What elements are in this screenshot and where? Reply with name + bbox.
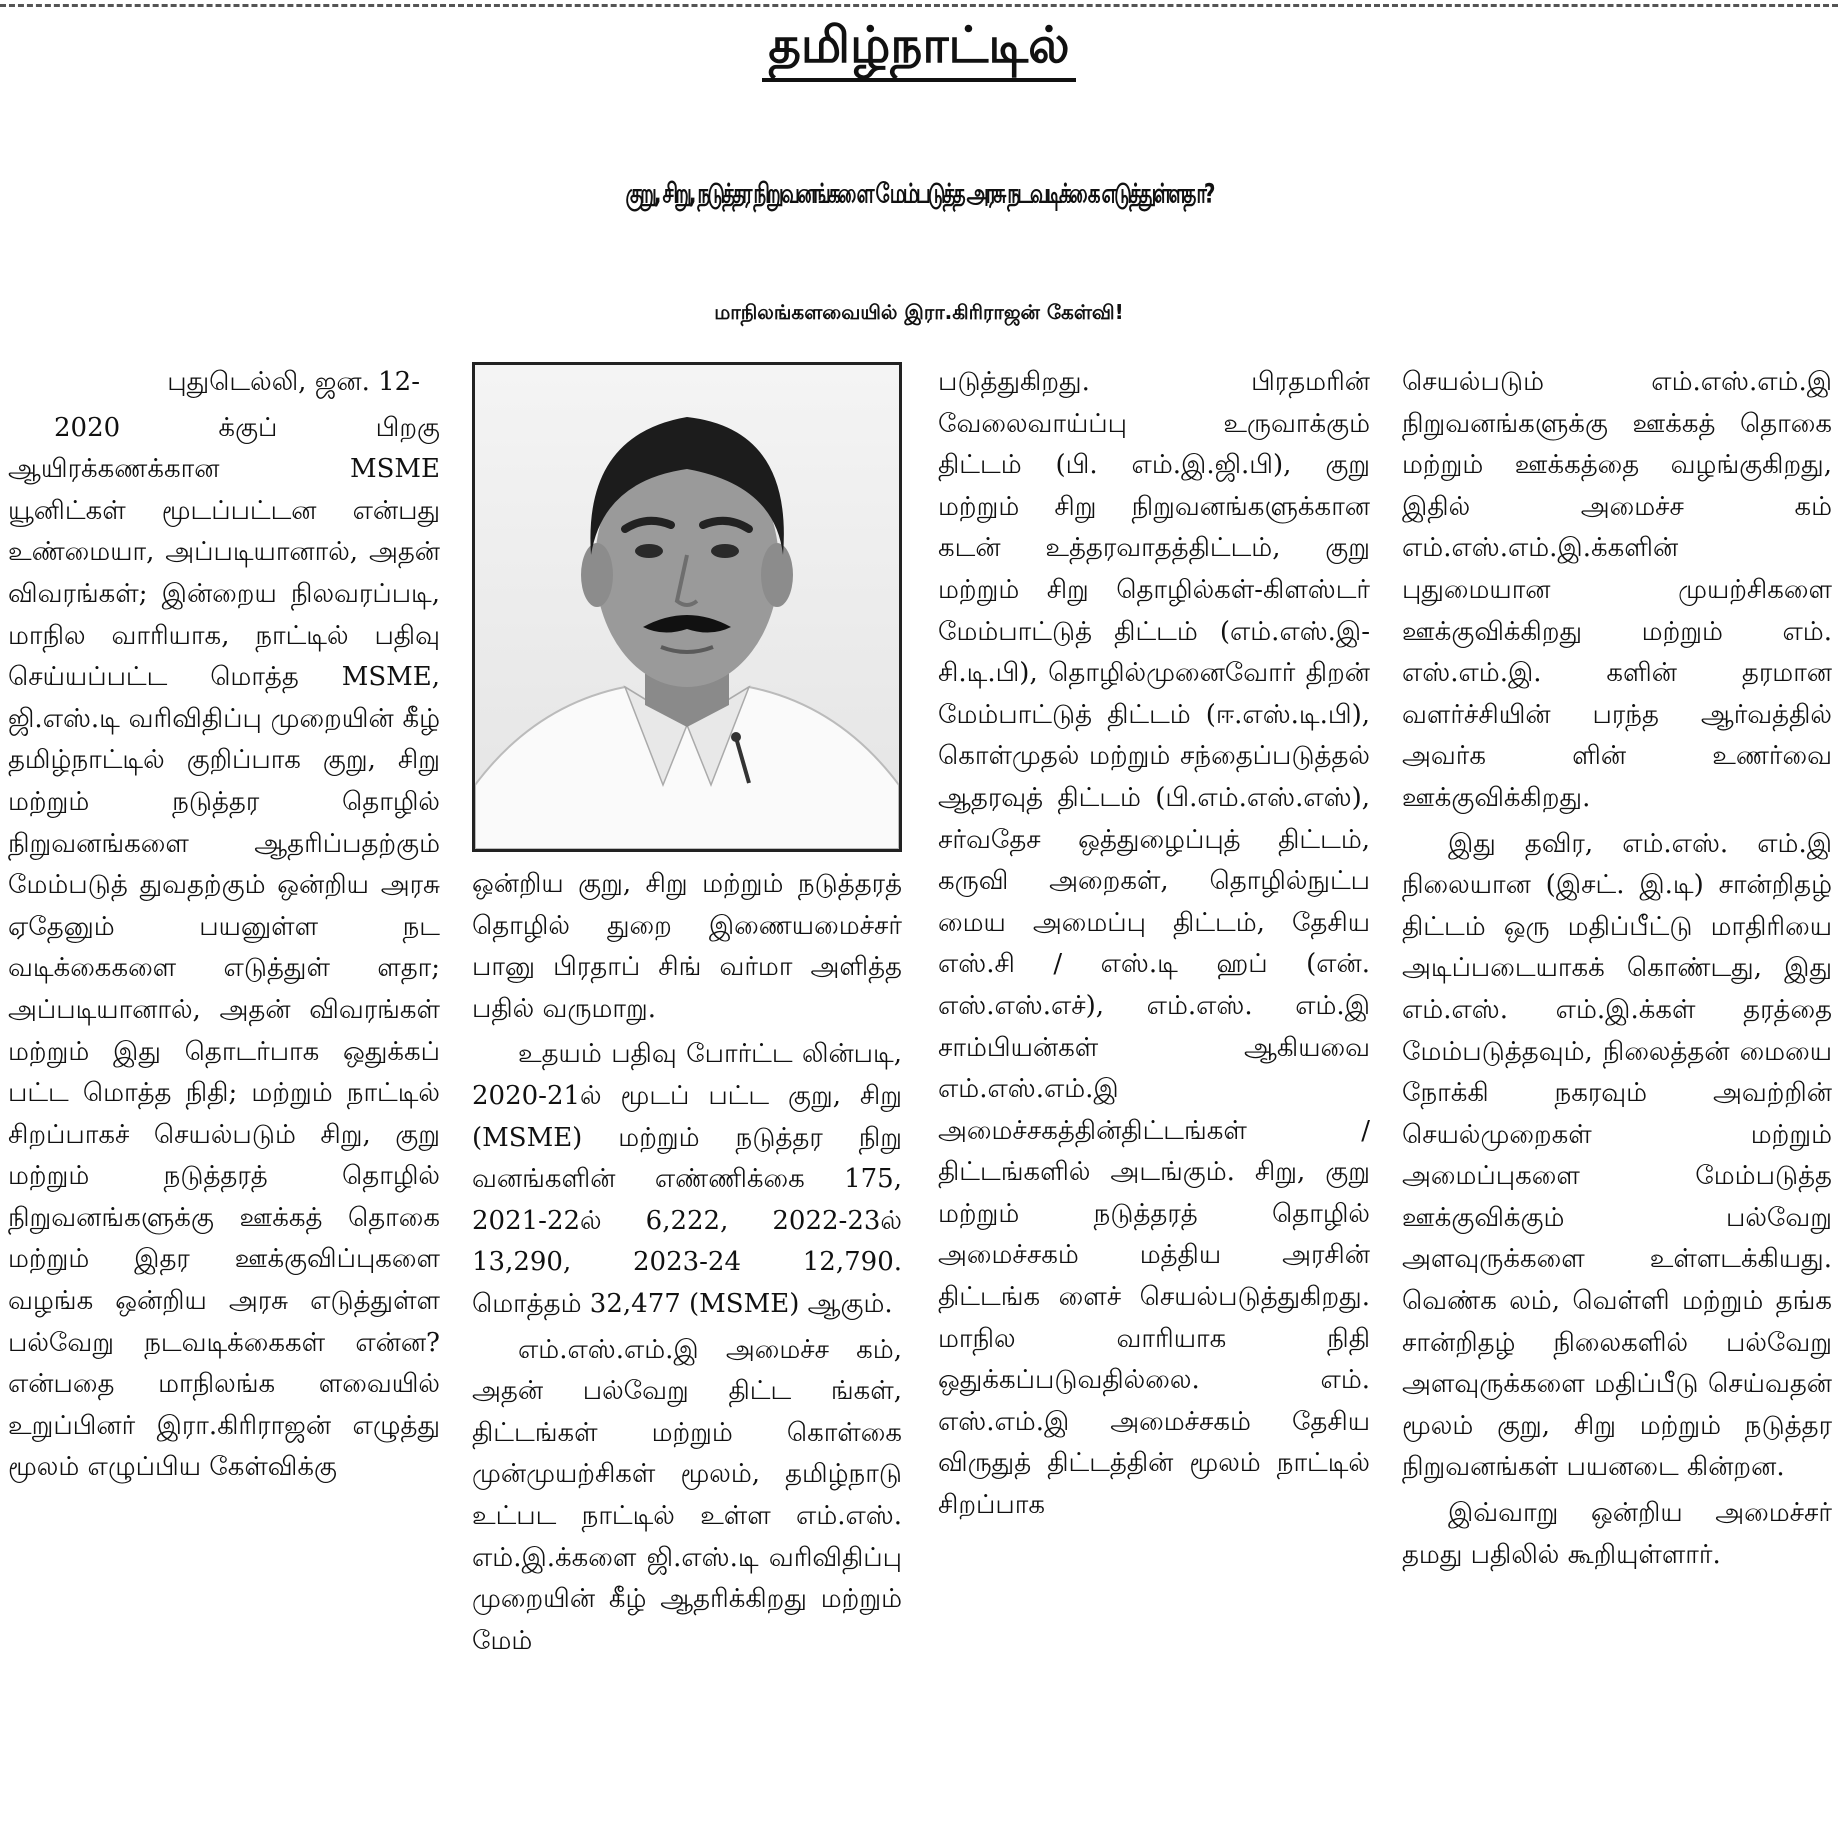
paragraph: படுத்துகிறது. பிரதமரின் வேலைவாய்ப்பு உருவாக்கும் திட்டம் (பி. எம்.இ.ஜி.பி), குறு மற்றும் சிறு நிறுவனங்களுக்கான கடன் உத்தரவாதத்திட்டம், குறு மற்றும் சிறு தொழில்கள்-கிளஸ்டர் மேம்பாட்டுத் திட்டம் (எம்.எஸ்.இ-சி.டி.பி), தொழில்முனைவோர் திறன் மேம்பாட்டுத் திட்டம் (ஈ.எஸ்.டி.பி), கொள்முதல் மற்றும் சந்தைப்படுத்தல் ஆதரவுத் திட்டம் (பி.எம்.எஸ்.எஸ்), சர்வதேச ஒத்துழைப்புத் திட்டம், கருவி அறைகள், தொழில்நுட்ப மைய அமைப்பு திட்டம், தேசிய எஸ்.சி / எஸ்.டி ஹப் (என். எஸ்.எஸ்.எச்), எம்.எஸ். எம்.இ சாம்பியன்கள் ஆகியவை எம்.எஸ்.எம்.இ அமைச்சகத்தின்திட்டங்கள் / திட்டங்களில் அடங்கும். சிறு, குறு மற்றும் நடுத்தரத் தொழில் அமைச்சகம் மத்திய அரசின் திட்டங்க ளைச் செயல்படுத்துகிறது. மாநில வாரியாக நிதி ஒதுக்கப்படுவதில்லை. எம். எஸ்.எம்.இ அமைச்சகம் தேசிய விருதுத் திட்டத்தின் மூலம் நாட்டில் சிறப்பாக: [938, 367, 1370, 1521]
paragraph: செயல்படும் எம்.எஸ்.எம்.இ நிறுவனங்களுக்கு ஊக்கத் தொகை மற்றும் ஊக்கத்தை வழங்குகிறது, இதில் அமைச்ச கம் எம்.எஸ்.எம்.இ.க்களின் புதுமையான முயற்சிகளை ஊக்குவிக்கிறது மற்றும் எம். எஸ்.எம்.இ. களின் தரமான வளர்ச்சியின் பரந்த ஆர்வத்தில் அவர்க ளின் உணர்வை ஊக்குவிக்கிறது.: [1402, 367, 1832, 813]
paragraph: இவ்வாறு ஒன்றிய அமைச்சர் தமது பதிலில் கூறியுள்ளார்.: [1402, 1498, 1832, 1570]
dateline: புதுடெல்லி, ஜன. 12-: [167, 367, 420, 397]
article-column-3: [938, 362, 1370, 1840]
article-column-1: [8, 362, 440, 1840]
paragraph: எம்.எஸ்.எம்.இ அமைச்ச கம், அதன் பல்வேறு திட்ட ங்கள், திட்டங்கள் மற்றும் கொள்கை முன்முயற்சிகள் மூலம், தமிழ்நாடு உட்பட நாட்டில் உள்ள எம்.எஸ். எம்.இ.க்களை ஜி.எஸ்.டி வரிவிதிப்பு முறையின் கீழ் ஆதரிக்கிறது மற்றும் மேம்: [472, 1334, 902, 1656]
paragraph: ஒன்றிய குறு, சிறு மற்றும் நடுத்தரத் தொழில் துறை இணையமைச்சர் பானு பிரதாப் சிங் வர்மா அளித்த பதில் வருமாறு.: [472, 869, 902, 1024]
article-column-2: [472, 864, 902, 1840]
paragraph: இது தவிர, எம்.எஸ். எம்.இ நிலையான (இசட். இ.டி) சான்றிதழ் திட்டம் ஒரு மதிப்பீட்டு மாதிரியை அடிப்படையாகக் கொண்டது, இது எம்.எஸ். எம்.இ.க்கள் தரத்தை மேம்படுத்தவும், நிலைத்தன் மையை நோக்கி நகரவும் அவற்றின் செயல்முறைகள் மற்றும் அமைப்புகளை மேம்படுத்த ஊக்குவிக்கும் பல்வேறு அளவுருக்களை உள்ளடக்கியது. வெண்க லம், வெள்ளி மற்றும் தங்க சான்றிதழ் நிலைகளில் பல்வேறு அளவுருக்களை மதிப்பீடு செய்வதன் மூலம் குறு, சிறு மற்றும் நடுத்தர நிறுவனங்கள் பயனடை கின்றன.: [1402, 828, 1832, 1483]
article-column-4: [1402, 362, 1832, 1840]
subheadline: மாநிலங்களவையில் இரா.கிரிராஜன் கேள்வி!: [714, 300, 1124, 324]
headline: குறு, சிறு, நடுத்தர நிறுவனங்களை மேம்படுத்த அரசு நடவடிக்கை எடுத்துள்ளதா?: [625, 176, 1213, 210]
portrait-image: [475, 365, 899, 849]
top-dashed-border: [0, 4, 1838, 7]
kicker-text: தமிழ்நாட்டில்: [762, 14, 1075, 82]
kicker: [0, 14, 1838, 82]
paragraph: உதயம் பதிவு போர்ட்ட லின்படி, 2020-21ல் மூடப் பட்ட குறு, சிறு (MSME) மற்றும் நடுத்தர நிறு வனங்களின் எண்ணிக்கை 175, 2021-22ல் 6,222, 2022-23ல் 13,290, 2023-24 12,790. மொத்தம் 32,477 (MSME) ஆகும்.: [472, 1039, 902, 1319]
portrait-photo: [472, 362, 902, 852]
paragraph: 2020 க்குப் பிறகு ஆயிரக்கணக்கான MSME யூனிட்கள் மூடப்பட்டன என்பது உண்மையா, அப்படியானால், அதன் விவரங்கள்; இன்றைய நிலவரப்படி, மாநில வாரியாக, நாட்டில் பதிவு செய்யப்பட்ட மொத்த MSME, ஜி.எஸ்.டி வரிவிதிப்பு முறையின் கீழ் தமிழ்நாட்டில் குறிப்பாக குறு, சிறு மற்றும் நடுத்தர தொழில் நிறுவனங்களை ஆதரிப்பதற்கும் மேம்படுத் துவதற்கும் ஒன்றிய அரசு ஏதேனும் பயனுள்ள நட வடிக்கைகளை எடுத்துள் ளதா; அப்படியானால், அதன் விவரங்கள் மற்றும் இது தொடர்பாக ஒதுக்கப் பட்ட மொத்த நிதி; மற்றும் நாட்டில் சிறப்பாகச் செயல்படும் சிறு, குறு மற்றும் நடுத்தரத் தொழில் நிறுவனங்களுக்கு ஊக்கத் தொகை மற்றும் இதர ஊக்குவிப்புகளை வழங்க ஒன்றிய அரசு எடுத்துள்ள பல்வேறு நடவடிக்கைகள் என்ன? என்பதை மாநிலங்க ளவையில் உறுப்பினர் இரா.கிரிராஜன் எழுத்து மூலம் எழுப்பிய கேள்விக்கு: [8, 412, 440, 1483]
